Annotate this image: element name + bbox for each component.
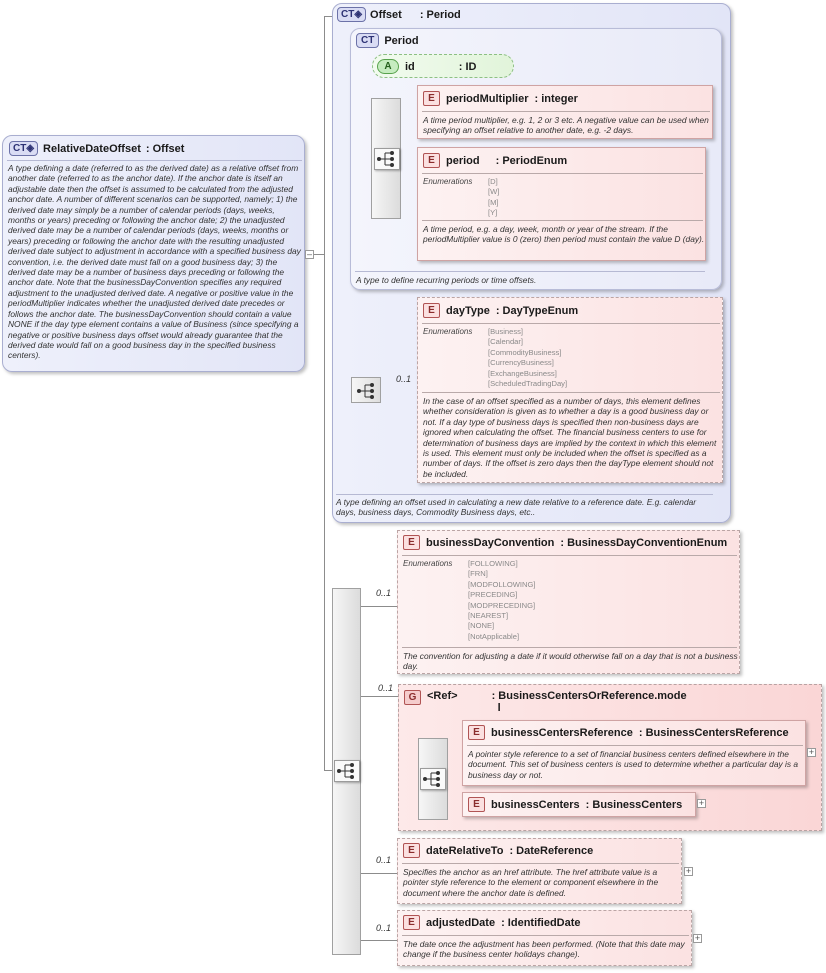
sequence-compositor[interactable] bbox=[418, 738, 448, 820]
collapse-icon[interactable]: – bbox=[306, 249, 312, 259]
element-businessDayConvention[interactable] bbox=[397, 530, 740, 674]
sequence-icon bbox=[334, 760, 360, 782]
element-type: : PeriodEnum bbox=[495, 154, 568, 167]
root-name: RelativeDateOffset bbox=[43, 142, 141, 155]
sequence-compositor[interactable] bbox=[351, 377, 381, 403]
element-icon: E bbox=[423, 303, 440, 318]
element-name: period bbox=[446, 154, 480, 167]
enumeration-value: [Business] bbox=[488, 327, 524, 336]
cardinality-label: 0..1 bbox=[396, 374, 412, 384]
element-type: : DayTypeEnum bbox=[495, 304, 579, 317]
element-description: The date once the adjustment has been performed. (Note that this date may change if the business center holidays change). bbox=[403, 939, 685, 960]
attribute-id[interactable] bbox=[372, 54, 514, 78]
element-icon: E bbox=[423, 153, 440, 168]
enumerations-label: Enumerations bbox=[403, 559, 453, 568]
element-type: : BusinessCentersReference bbox=[638, 726, 789, 739]
element-description: A pointer style reference to a set of financial business centers defined elsewhere in the document. This set of business centers is used to determine whether a particular day is a business day or not. bbox=[468, 749, 799, 780]
group-type: : BusinessCentersOrReference.mode bbox=[491, 690, 687, 702]
cardinality-label: 0..1 bbox=[376, 588, 392, 598]
enumeration-list bbox=[488, 327, 567, 389]
cardinality-label: 0..1 bbox=[378, 683, 394, 693]
attribute-type: : ID bbox=[458, 60, 477, 73]
element-name: businessDayConvention bbox=[426, 536, 555, 549]
sequence-icon bbox=[355, 381, 379, 406]
group-icon: G bbox=[404, 690, 421, 705]
sequence-icon bbox=[420, 768, 446, 790]
element-description: In the case of an offset specified as a number of days, this element defines whether consideration is given as to whether a day is a good business day or not. If a day type of business days is specified then non-business days are ignored when calculating the offset. The financial business centers to use for determination of business days are implied by the context in which this element is used. This element must only be included when the offset is specified as a number of days. If the offset is zero days then the dayType element should not be included. bbox=[423, 396, 717, 479]
element-name: businessCentersReference bbox=[491, 726, 633, 739]
complex-type-icon: CT bbox=[356, 33, 379, 48]
enumeration-value: [PRECEDING] bbox=[468, 590, 518, 600]
element-icon: E bbox=[423, 91, 440, 106]
enumeration-list bbox=[488, 177, 499, 219]
period-type-description: A type to define recurring periods or time offsets. bbox=[356, 275, 537, 285]
enumeration-value: [NEAREST] bbox=[468, 611, 509, 621]
enumeration-value: [FRN] bbox=[468, 569, 488, 579]
root-type: : Offset bbox=[145, 142, 185, 155]
element-type: : BusinessDayConventionEnum bbox=[560, 536, 728, 549]
element-icon: E bbox=[403, 915, 420, 930]
element-icon: E bbox=[468, 797, 485, 812]
element-name: dayType bbox=[446, 304, 490, 317]
sequence-icon bbox=[374, 148, 400, 170]
enumeration-value: [ScheduledTradingDay] bbox=[488, 379, 568, 389]
element-name: periodMultiplier bbox=[446, 92, 529, 105]
offset-description: A type defining an offset used in calculating a new date relative to a reference date. E.g. calendar days, business days, Commodity Business days, etc.. bbox=[336, 497, 697, 518]
element-dayType[interactable] bbox=[417, 297, 723, 483]
enumeration-value: [Y] bbox=[488, 208, 498, 218]
enumeration-value: [Calendar] bbox=[488, 337, 524, 347]
element-type: : IdentifiedDate bbox=[501, 916, 581, 929]
element-description: The convention for adjusting a date if it would otherwise fall on a day that is not a business day. bbox=[403, 651, 738, 672]
expand-icon[interactable]: + bbox=[694, 933, 701, 943]
element-adjustedDate[interactable] bbox=[397, 910, 692, 966]
element-description: A time period, e.g. a day, week, month or year of the stream. If the periodMultiplier value is 0 (zero) then period must contain the value D (day). bbox=[423, 224, 705, 245]
enumerations-label: Enumerations bbox=[423, 327, 473, 336]
root-complex-type[interactable] bbox=[2, 135, 305, 372]
enumeration-list bbox=[468, 559, 536, 642]
element-type: : integer bbox=[534, 92, 578, 105]
element-icon: E bbox=[468, 725, 485, 740]
complex-type-icon: CT◈ bbox=[9, 141, 38, 156]
element-icon: E bbox=[403, 535, 420, 550]
element-period[interactable] bbox=[417, 147, 706, 261]
offset-type: : Period bbox=[419, 8, 461, 21]
element-description: Specifies the anchor as an href attribute. The href attribute value is a pointer style reference to the element or component elsewhere in the document where the anchor date is defined. bbox=[403, 867, 659, 898]
element-businessCentersReference[interactable] bbox=[462, 720, 806, 786]
enumeration-value: [D] bbox=[488, 177, 498, 186]
element-type: : BusinessCenters bbox=[585, 798, 683, 811]
element-icon: E bbox=[403, 843, 420, 858]
enumeration-value: [NotApplicable] bbox=[468, 631, 520, 641]
element-name: adjustedDate bbox=[426, 916, 496, 929]
sequence-compositor[interactable] bbox=[371, 98, 401, 219]
element-type: : DateReference bbox=[509, 844, 594, 857]
enumeration-value: [M] bbox=[488, 197, 499, 207]
group-type-wrap: l bbox=[497, 702, 501, 714]
enumeration-value: [MODFOLLOWING] bbox=[468, 579, 536, 589]
element-description: A time period multiplier, e.g. 1, 2 or 3 etc. A negative value can be used when specifying an offset relative to another date, e.g. -2 days. bbox=[423, 115, 709, 136]
expand-icon[interactable]: + bbox=[808, 747, 815, 757]
enumeration-value: [NONE] bbox=[468, 621, 495, 631]
period-type-name: Period bbox=[384, 34, 419, 47]
sequence-compositor[interactable] bbox=[332, 588, 361, 955]
root-description: A type defining a date (referred to as the derived date) as a relative offset from another date (referred to as the anchor date). If the anchor date is itself an adjustable date then the offset is assumed to be calculated from the adjusted anchor date. A number of different scenarios can be supported, namely; 1) the derived date may simply be a number of calendar periods (days, weeks, months or years) preceding or following the anchor date; 2) the unadjusted derived date may be a number of calendar periods (days, weeks, months or years) preceding or following the anchor date with the resulting unadjusted derived date subject to adjustment in accordance with a specified business day convention, i.e. the derived date must fall on a good business day; 3) the derived date may be a number of business days preceding or following the anchor date. Note that the businessDayConvention specifies any required adjustment to the unadjusted derived date. A negative or positive value in the periodMultiplier indicates whether the unadjusted derived date precedes or follows the anchor date. The businessDayConvention should contain a value NONE if the day type element contains a value of Business (since specifying a negative or positive business days offset would already guarantee that the derived date would fall on a good business day in the specified business centers). bbox=[8, 163, 301, 361]
cardinality-label: 0..1 bbox=[376, 855, 392, 865]
element-name: businessCenters bbox=[491, 798, 580, 811]
attribute-name: id bbox=[405, 60, 415, 73]
attribute-icon: A bbox=[377, 59, 399, 74]
expand-icon[interactable]: + bbox=[698, 798, 705, 808]
enumeration-value: [CommodityBusiness] bbox=[488, 347, 562, 357]
cardinality-label: 0..1 bbox=[376, 923, 392, 933]
expand-icon[interactable]: + bbox=[685, 866, 692, 876]
group-name: <Ref> bbox=[427, 690, 458, 702]
enumeration-value: [ExchangeBusiness] bbox=[488, 368, 557, 378]
element-businessCenters[interactable] bbox=[462, 792, 696, 817]
enumeration-value: [FOLLOWING] bbox=[468, 559, 518, 568]
element-name: dateRelativeTo bbox=[426, 844, 504, 857]
enumeration-value: [CurrencyBusiness] bbox=[488, 358, 554, 368]
enumerations-label: Enumerations bbox=[423, 177, 473, 186]
element-dateRelativeTo[interactable] bbox=[397, 838, 682, 904]
element-periodMultiplier[interactable] bbox=[417, 85, 713, 139]
enumeration-value: [W] bbox=[488, 187, 500, 197]
offset-name: Offset bbox=[370, 8, 402, 21]
complex-type-icon: CT◈ bbox=[337, 7, 366, 22]
enumeration-value: [MODPRECEDING] bbox=[468, 600, 536, 610]
